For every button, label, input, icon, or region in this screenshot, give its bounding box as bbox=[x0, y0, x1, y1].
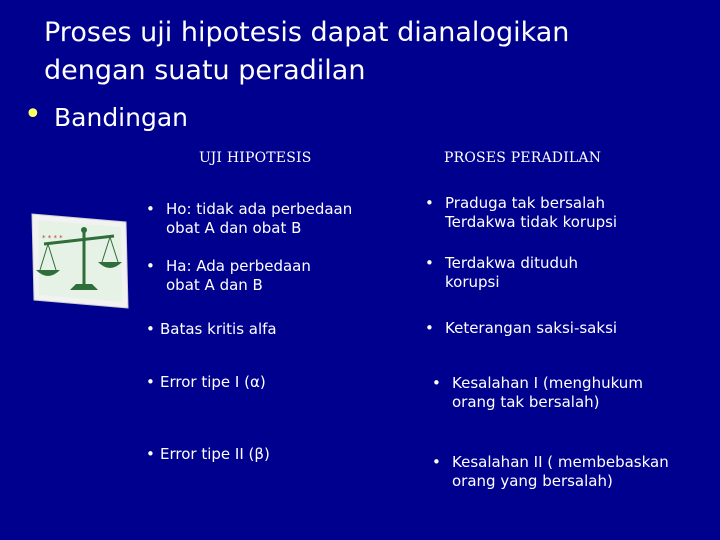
left-item-5-line-1: Error tipe II (β) bbox=[160, 445, 270, 463]
bullet-dot-icon: • bbox=[146, 257, 155, 275]
bullet-dot-icon: • bbox=[146, 320, 155, 338]
bullet-dot-icon: • bbox=[432, 453, 441, 471]
right-item-3-line-1: Keterangan saksi-saksi bbox=[445, 319, 618, 337]
right-item-4-line-1: Kesalahan I (menghukum bbox=[452, 374, 643, 392]
bullet-dot-icon: • bbox=[425, 254, 434, 272]
left-item-1-line-1: Ho: tidak ada perbedaan bbox=[166, 200, 353, 218]
main-bullet-text: Bandingan bbox=[54, 103, 189, 132]
bullet-dot-icon: • bbox=[425, 194, 434, 212]
bullet-dot-icon: • bbox=[146, 373, 155, 391]
right-item-2-line-2: korupsi bbox=[445, 273, 500, 291]
svg-text:* * * *: * * * * bbox=[42, 234, 63, 242]
bullet-dot-icon: • bbox=[432, 374, 441, 392]
bullet-dot-icon: • bbox=[425, 319, 434, 337]
right-item-5-line-2: orang yang bersalah) bbox=[452, 472, 613, 490]
title-line-1: Proses uji hipotesis dapat dianalogikan bbox=[44, 17, 570, 48]
bullet-dot-icon: • bbox=[146, 445, 155, 463]
right-item-1-line-1: Praduga tak bersalah bbox=[445, 194, 605, 212]
left-item-2-line-1: Ha: Ada perbedaan bbox=[166, 257, 311, 275]
slide-title bbox=[44, 14, 569, 90]
right-item-2-line-1: Terdakwa dituduh bbox=[445, 254, 578, 272]
bullet-dot-icon: • bbox=[24, 97, 42, 132]
right-item-5-line-1: Kesalahan II ( membebaskan bbox=[452, 453, 669, 471]
left-column-header: UJI HIPOTESIS bbox=[199, 150, 312, 166]
left-item-4-line-1: Error tipe I (α) bbox=[160, 373, 266, 391]
right-item-1-line-2: Terdakwa tidak korupsi bbox=[445, 213, 618, 231]
scales-of-justice-icon bbox=[30, 210, 140, 310]
left-item-3-line-1: Batas kritis alfa bbox=[160, 320, 277, 338]
bullet-dot-icon: • bbox=[146, 200, 155, 218]
left-item-1-line-2: obat A dan obat B bbox=[166, 219, 302, 237]
left-item-2-line-2: obat A dan B bbox=[166, 276, 263, 294]
right-column-header: PROSES PERADILAN bbox=[444, 150, 602, 166]
right-item-4-line-2: orang tak bersalah) bbox=[452, 393, 600, 411]
title-line-2: dengan suatu peradilan bbox=[44, 55, 366, 86]
